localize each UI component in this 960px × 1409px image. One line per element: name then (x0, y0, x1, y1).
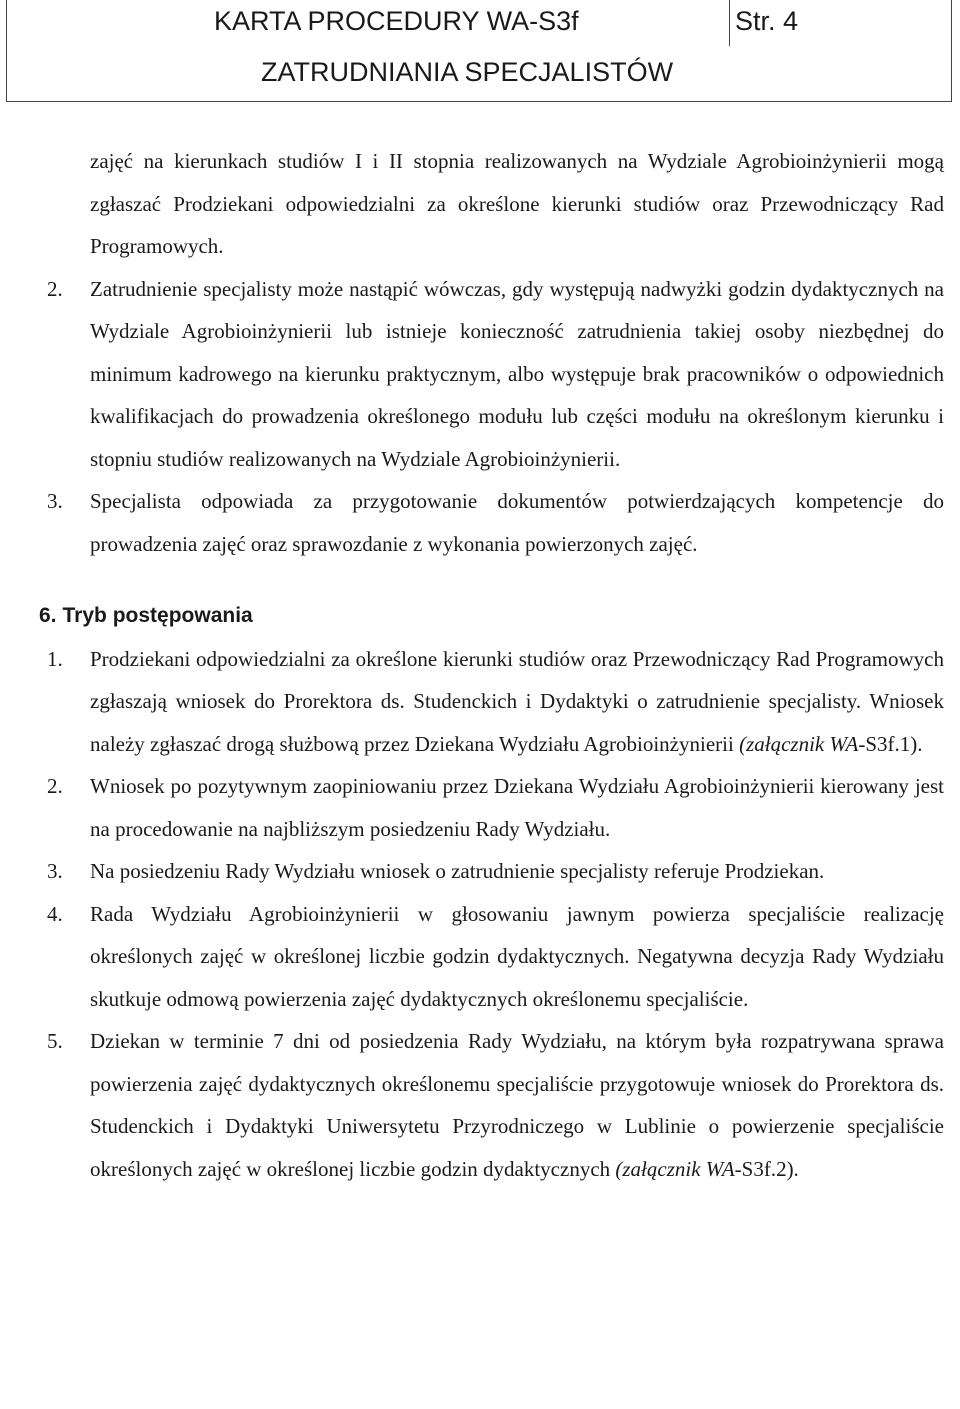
list-item (0, 268, 944, 481)
list-item-number: 3. (47, 489, 63, 513)
list-item (0, 1020, 944, 1190)
document-body (0, 140, 960, 1190)
section-number: 6. (39, 604, 57, 627)
list-item-text: Specjalista odpowiada za przygotowanie dokumentów potwierdzających kompetencje do prowadzenia zajęć oraz sprawozdanie z wykonania powierzonych zajęć. (90, 489, 944, 556)
list-item (0, 765, 944, 850)
attachment-reference: (załącznik WA- (615, 1156, 742, 1181)
list-item (0, 638, 944, 766)
list-item-number: 2. (47, 774, 63, 798)
list-item-text: Wniosek po pozytywnym zaopiniowaniu przez Dziekana Wydziału Agrobioinżynierii kierowany jest na procedowanie na najbliższym posiedzeniu Rady Wydziału. (90, 774, 944, 841)
list-item-number: 4. (47, 901, 63, 926)
section-heading (0, 595, 960, 638)
list-item-number: 5. (47, 1029, 63, 1053)
list-item-number: 2. (47, 276, 63, 301)
document-subtitle: ZATRUDNIANIA SPECJALISTÓW (261, 57, 674, 87)
page-number: Str. 4 (735, 6, 799, 36)
list-item-text: Zatrudnienie specjalisty może nastąpić wówczas, gdy występują nadwyżki godzin dydaktycznych na Wydziale Agrobioinżynierii lub istnieje konieczność zatrudnienia takiej osoby niezbędnej do minimum kadrowego na kierunku praktycznym, albo występuje brak pracowników o odpowiednich kwalifikacjach do prowadzenia określonego modułu lub części modułu na określonym kierunku i stopniu studiów realizowanych na Wydziale Agrobioinżynierii. (90, 276, 944, 471)
list-item-text: Prodziekani odpowiedzialni za określone kierunki studiów oraz Przewodniczący Rad Programowych zgłaszają wniosek do Prorektora ds. Studenckich i Dydaktyki o zatrudnienie specjalisty. Wniosek należy zgłaszać drogą służbową przez Dziekana Wydziału Agrobioinżynierii (90, 646, 944, 756)
attachment-code: S3f.2). (741, 1156, 799, 1181)
list-item-text: Rada Wydziału Agrobioinżynierii w głosowaniu jawnym powierza specjaliście realizację określonych zajęć w określonej liczbie godzin dydaktycznych. Negatywna decyzja Rady Wydziału skutkuje odmową powierzenia zajęć dydaktycznych określonemu specjaliście. (90, 901, 944, 1011)
list-item (0, 480, 944, 565)
attachment-reference: (załącznik WA- (739, 731, 866, 756)
list-item-number: 1. (47, 646, 63, 671)
list-item-text: Dziekan w terminie 7 dni od posiedzenia Rady Wydziału, na którym była rozpatrywana sprawa powierzenia zajęć dydaktycznych określonemu specjaliście przygotowuje wniosek do Prorektora ds. Studenckich i Dydaktyki Uniwersytetu Przyrodniczego w Lublinie o powierzenie specjaliście określonych zajęć w określonej liczbie godzin dydaktycznych (90, 1029, 944, 1181)
section-title: Tryb postępowania (62, 604, 253, 627)
list-item (0, 850, 944, 893)
continued-paragraph: zajęć na kierunkach studiów I i II stopnia realizowanych na Wydziale Agrobioinżynierii mogą zgłaszać Prodziekani odpowiedzialni za określone kierunki studiów oraz Przewodniczący Rad Programowych. (90, 149, 944, 258)
list-item-number: 3. (47, 859, 63, 883)
header-divider (729, 0, 730, 46)
document-title: KARTA PROCEDURY WA-S3f (214, 6, 579, 36)
list-item (0, 893, 944, 1021)
attachment-code: S3f.1). (865, 731, 923, 756)
list-item-text: Na posiedzeniu Rady Wydziału wniosek o zatrudnienie specjalisty referuje Prodziekan. (90, 859, 825, 883)
